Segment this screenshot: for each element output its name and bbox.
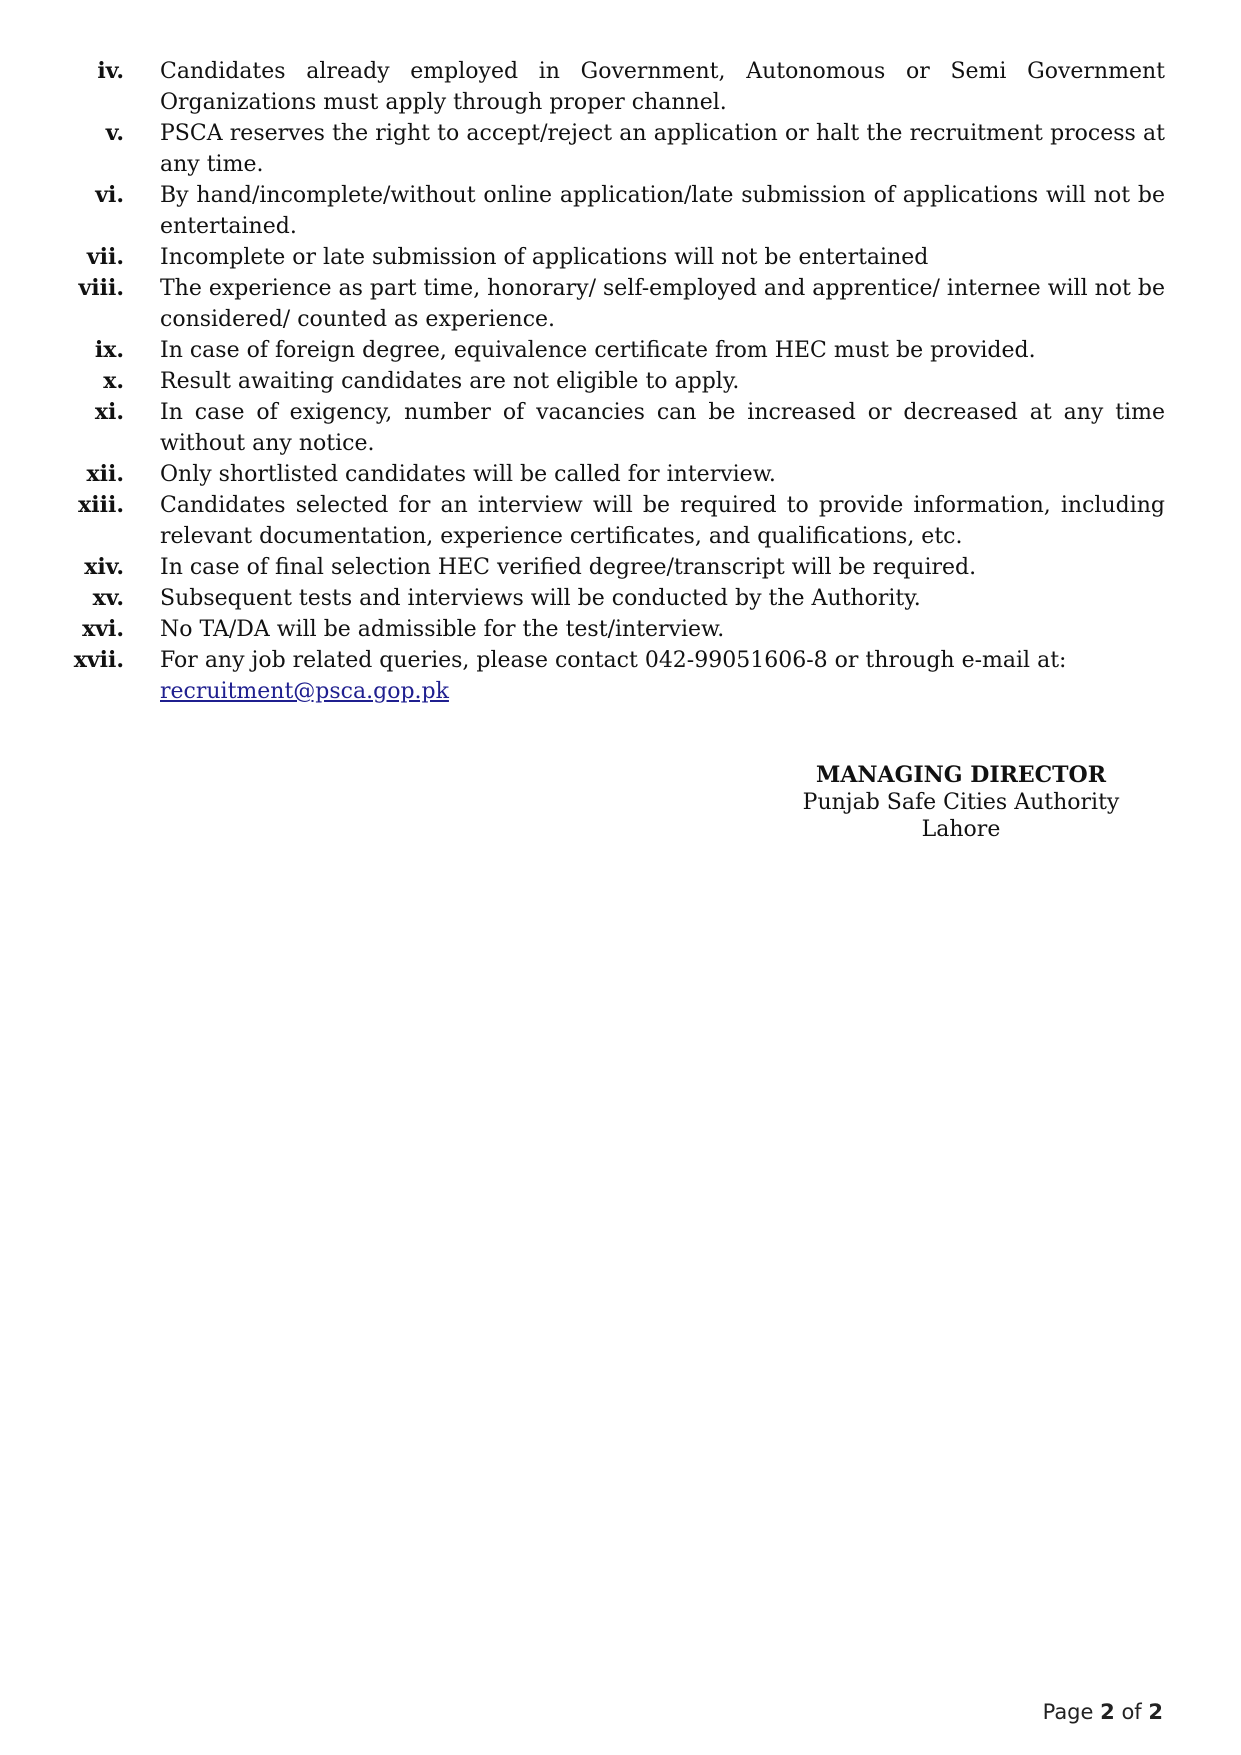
term-number: ix. — [94, 337, 124, 363]
term-text: The experience as part time, honorary/ self-employed and apprentice/ internee will not be considered/ counted as experience. — [160, 276, 1165, 332]
term-number: vi. — [95, 182, 124, 208]
term-text-container — [160, 645, 1165, 707]
term-item — [62, 180, 1165, 242]
term-item — [62, 273, 1165, 335]
term-number: iv. — [97, 58, 124, 84]
term-text: No TA/DA will be admissible for the test/interview. — [160, 617, 725, 642]
signatory-title: MANAGING DIRECTOR — [816, 762, 1106, 788]
term-item — [62, 490, 1165, 552]
term-item — [62, 56, 1165, 118]
term-number: xvii. — [73, 647, 124, 673]
term-number: xvi. — [82, 616, 124, 642]
of-word: of — [1121, 1700, 1142, 1724]
term-number: viii. — [78, 275, 124, 301]
email-link[interactable]: recruitment@psca.gop.pk — [160, 679, 449, 704]
term-item — [62, 397, 1165, 459]
term-number: v. — [105, 120, 124, 146]
term-text: Only shortlisted candidates will be called for interview. — [160, 462, 776, 487]
page-word: Page — [1042, 1700, 1094, 1724]
term-item — [62, 614, 1165, 645]
term-item — [62, 583, 1165, 614]
signatory-city: Lahore — [921, 817, 1001, 842]
term-text: Candidates selected for an interview will be required to provide information, including relevant documentation, experience certificates, and qualifications, etc. — [160, 493, 1165, 549]
term-text: Incomplete or late submission of applications will not be entertained — [160, 245, 929, 270]
term-text: In case of final selection HEC verified degree/transcript will be required. — [160, 555, 977, 580]
term-text: For any job related queries, please contact 042-99051606-8 or through e-mail at: — [160, 648, 1067, 673]
terms-list — [62, 56, 1165, 707]
term-item — [62, 459, 1165, 490]
page-number — [1043, 1700, 1163, 1724]
term-item — [62, 335, 1165, 366]
term-item — [62, 242, 1165, 273]
term-text: Candidates already employed in Government, Autonomous or Semi Government Organizations must apply through proper channel. — [160, 59, 1165, 115]
total-pages: 2 — [1148, 1700, 1163, 1724]
term-text: Result awaiting candidates are not eligible to apply. — [160, 369, 740, 394]
term-text: In case of foreign degree, equivalence certificate from HEC must be provided. — [160, 338, 1036, 363]
term-number: xi. — [94, 399, 124, 425]
term-number: x. — [103, 368, 124, 394]
signature-block — [781, 762, 1141, 843]
term-number: vii. — [86, 244, 124, 270]
term-number: xiii. — [78, 492, 124, 518]
term-item — [62, 645, 1165, 707]
term-number: xii. — [86, 461, 124, 487]
term-item — [62, 552, 1165, 583]
term-item — [62, 366, 1165, 397]
term-text: In case of exigency, number of vacancies can be increased or decreased at any time without any notice. — [160, 400, 1165, 456]
term-number: xv. — [92, 585, 124, 611]
current-page: 2 — [1100, 1700, 1115, 1724]
signatory-organization: Punjab Safe Cities Authority — [802, 790, 1120, 815]
term-text: Subsequent tests and interviews will be conducted by the Authority. — [160, 586, 921, 611]
term-item — [62, 118, 1165, 180]
term-text: By hand/incomplete/without online application/late submission of applications will not be entertained. — [160, 183, 1165, 239]
term-number: xiv. — [84, 554, 124, 580]
term-text: PSCA reserves the right to accept/reject an application or halt the recruitment process at any time. — [160, 121, 1165, 177]
